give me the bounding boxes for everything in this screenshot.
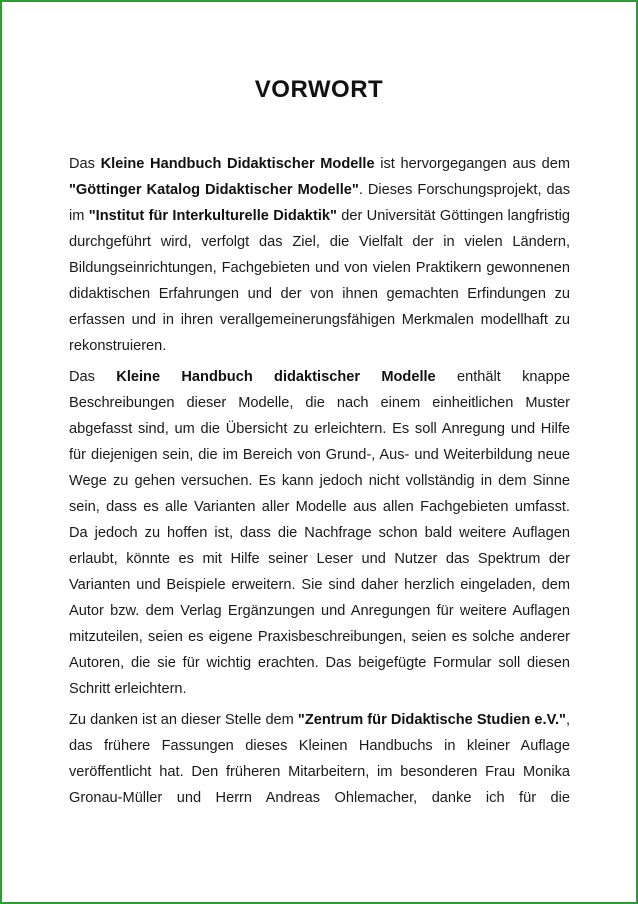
paragraph-1-bold-3: "Institut für Interkulturelle Didaktik" xyxy=(88,208,337,224)
paragraph-3 xyxy=(69,707,570,811)
paragraph-1 xyxy=(69,151,570,359)
document-body xyxy=(69,151,570,816)
paragraph-2-text-2: enthält knappe Beschreibungen dieser Modelle, die nach einem einheitlichen Muster abgefasst sind, um die Übersicht zu erleichtern. Es soll Anregung und Hilfe für diejenigen sein, die im Bereich von Grund-, Aus- und Weiterbildung neue Wege zu gehen versuchen. Es kann jedoch nicht vollständig in dem Sinne sein, dass es alle Varianten aller Modelle aus allen Fachgebieten umfasst. Da jedoch zu hoffen ist, dass die Nachfrage schon bald weitere Auflagen erlaubt, könnte es mit Hilfe seiner Leser und Nutzer das Spektrum der Varianten und Beispiele erweitern. Sie sind daher herzlich eingeladen, dem Autor bzw. dem Verlag Ergänzungen und Anregungen für weitere Auflagen mitzuteilen, seien es eigene Praxisbeschreibungen, seien es solche anderer Autoren, die sie für wichtig erachten. Das beigefügte Formular soll diesen Schritt erleichtern. xyxy=(69,369,570,697)
paragraph-2 xyxy=(69,364,570,702)
paragraph-1-text-3: . Dieses Forschungsprojekt, das im xyxy=(69,182,570,224)
paragraph-3-text-2: , das frühere Fassungen dieses Kleinen Handbuchs in kleiner Auflage veröffentlicht hat. Den früheren Mitarbeitern, im besonderen Frau Monika Gronau-Müller und Herrn Andreas Ohlemacher, danke ich für die xyxy=(69,712,571,806)
paragraph-1-bold-1: Kleine Handbuch Didaktischer Modelle xyxy=(100,156,375,172)
paragraph-1-text-2: ist hervorgegangen aus dem xyxy=(374,156,570,172)
page-title: VORWORT xyxy=(254,76,384,103)
paragraph-3-text-1: Zu danken ist an dieser Stelle dem xyxy=(69,712,298,728)
paragraph-2-bold-1: Kleine Handbuch didaktischer Modelle xyxy=(116,369,436,385)
paragraph-2-text-1: Das xyxy=(69,369,117,385)
paragraph-1-bold-2: "Göttinger Katalog Didaktischer Modelle" xyxy=(69,182,359,198)
paragraph-1-text-4: der Universität Göttingen langfristig durchgeführt wird, verfolgt das Ziel, die Vielfalt der in vielen Ländern, Bildungseinrichtungen, Fachgebieten und von vielen Praktikern gewonnenen didaktischen Erfahrungen und der von ihnen gemachten Erfindungen zu erfassen und in ihren verallgemeinerungsfähigen Merkmalen modellhaft zu rekonstruieren. xyxy=(69,208,570,354)
paragraph-1-text-1: Das xyxy=(69,156,101,172)
paragraph-3-bold-1: "Zentrum für Didaktische Studien e.V." xyxy=(297,712,566,728)
